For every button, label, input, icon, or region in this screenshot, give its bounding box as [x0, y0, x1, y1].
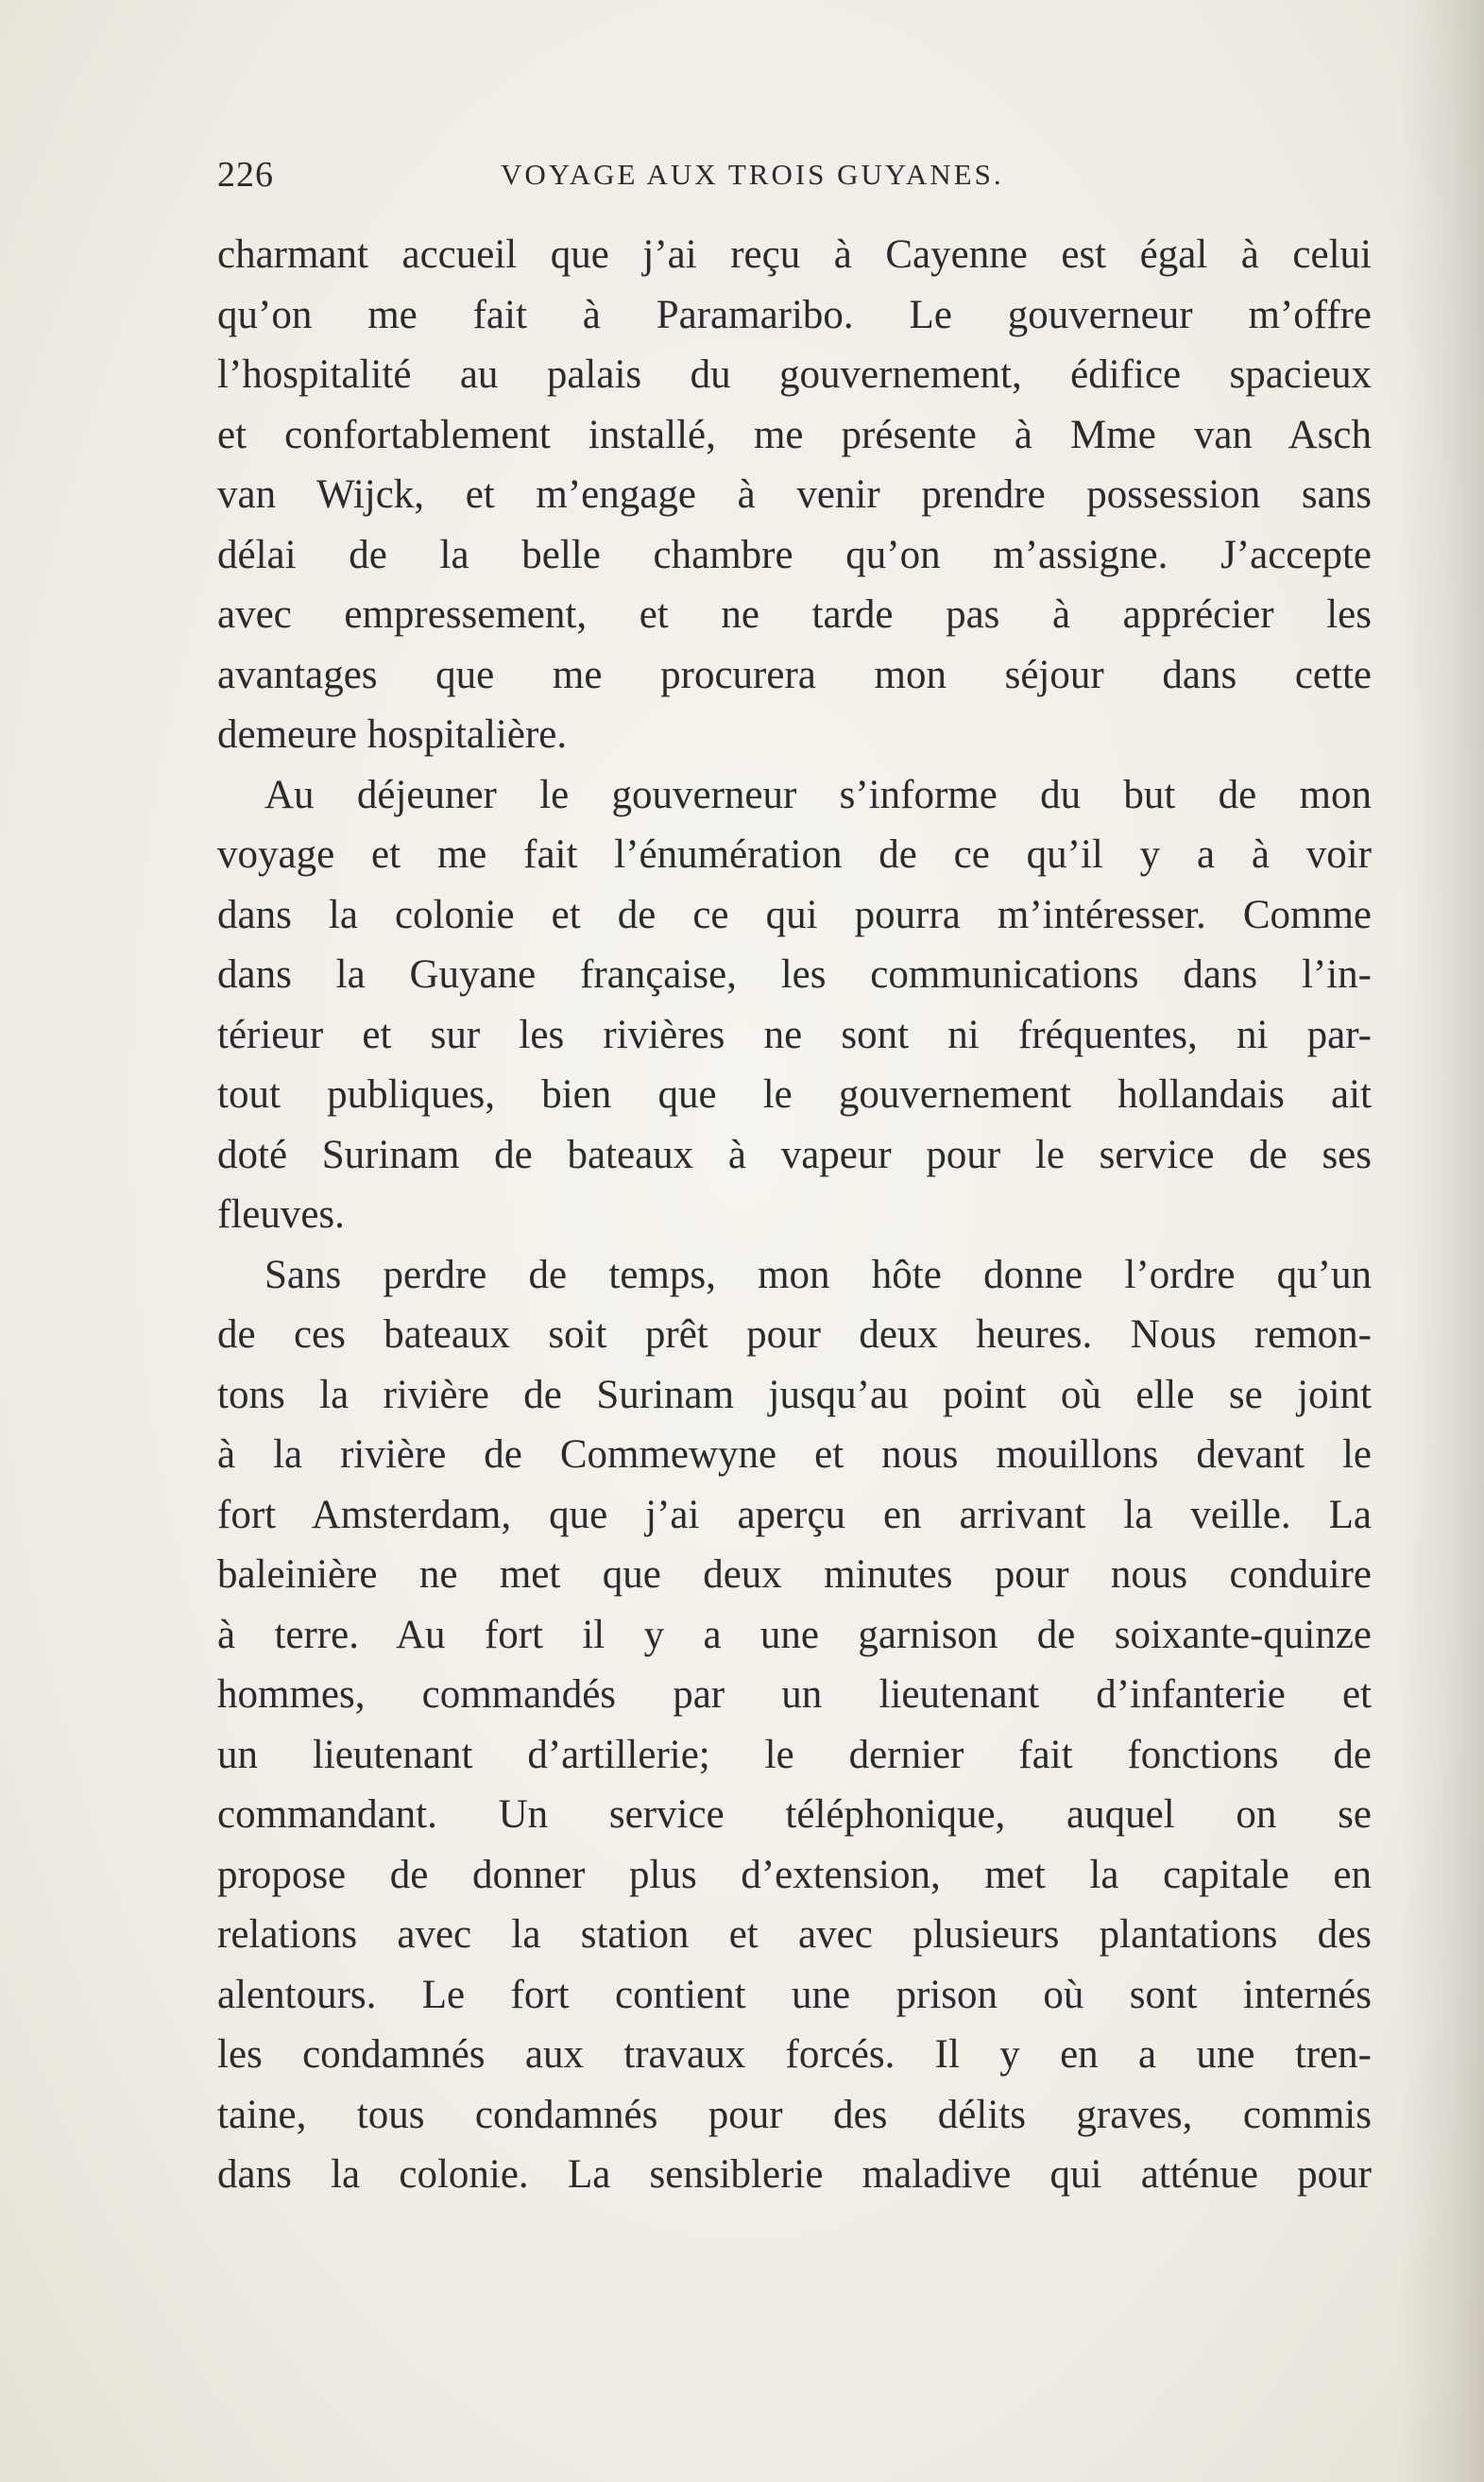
text-line: baleinière ne met que deux minutes pour nous conduire	[217, 1552, 1372, 1597]
text-line: fleuves.	[217, 1192, 345, 1237]
text-line: relations avec la station et avec plusieurs plantations des	[217, 1912, 1372, 1957]
text-line: fort Amsterdam, que j’ai aperçu en arrivant la veille. La	[217, 1492, 1372, 1537]
text-line: charmant accueil que j’ai reçu à Cayenne est égal à celui	[217, 232, 1372, 277]
text-line: à terre. Au fort il y a une garnison de soixante-quinze	[217, 1612, 1372, 1657]
text-line: demeure hospitalière.	[217, 712, 568, 757]
text-line: et confortablement installé, me présente à Mme van Asch	[217, 412, 1372, 457]
text-line: Sans perdre de temps, mon hôte donne l’ordre qu’un	[264, 1252, 1372, 1297]
text-line: un lieutenant d’artillerie; le dernier fait fonctions de	[217, 1732, 1372, 1777]
text-line: de ces bateaux soit prêt pour deux heures. Nous remon-	[217, 1312, 1372, 1357]
text-line: commandant. Un service téléphonique, auquel on se	[217, 1792, 1372, 1837]
text-line: Au déjeuner le gouverneur s’informe du but de mon	[264, 772, 1372, 817]
text-line: tons la rivière de Surinam jusqu’au point où elle se joint	[217, 1372, 1372, 1417]
text-line: alentours. Le fort contient une prison où sont internés	[217, 1972, 1372, 2017]
text-line: propose de donner plus d’extension, met la capitale en	[217, 1852, 1372, 1897]
page-header	[217, 154, 1372, 211]
text-line: térieur et sur les rivières ne sont ni fréquentes, ni par-	[217, 1012, 1372, 1057]
running-title: VOYAGE AUX TROIS GUYANES.	[501, 158, 1004, 191]
text-line: les condamnés aux travaux forcés. Il y en a une tren-	[217, 2032, 1372, 2077]
text-line: dans la colonie et de ce qui pourra m’intéresser. Comme	[217, 892, 1372, 937]
page-gutter-shadow	[1399, 0, 1484, 2482]
text-line: délai de la belle chambre qu’on m’assigne. J’accepte	[217, 532, 1372, 577]
text-line: taine, tous condamnés pour des délits graves, commis	[217, 2092, 1372, 2137]
text-line: l’hospitalité au palais du gouvernement, édifice spacieux	[217, 352, 1372, 397]
text-line: dans la colonie. La sensiblerie maladive qui atténue pour	[217, 2152, 1372, 2197]
text-line: van Wijck, et m’engage à venir prendre possession sans	[217, 472, 1372, 517]
text-line: à la rivière de Commewyne et nous mouillons devant le	[217, 1432, 1372, 1477]
text-line: avantages que me procurera mon séjour dans cette	[217, 652, 1372, 697]
body-text	[217, 225, 1372, 2205]
page-number: 226	[217, 155, 274, 195]
text-line: qu’on me fait à Paramaribo. Le gouverneur m’offre	[217, 292, 1372, 337]
text-line: tout publiques, bien que le gouvernement hollandais ait	[217, 1072, 1372, 1117]
text-line: dans la Guyane française, les communications dans l’in-	[217, 952, 1372, 997]
text-line: hommes, commandés par un lieutenant d’infanterie et	[217, 1672, 1372, 1717]
text-line: avec empressement, et ne tarde pas à apprécier les	[217, 592, 1372, 637]
text-line: voyage et me fait l’énumération de ce qu’il y a à voir	[217, 832, 1372, 877]
text-line: doté Surinam de bateaux à vapeur pour le service de ses	[217, 1132, 1372, 1177]
